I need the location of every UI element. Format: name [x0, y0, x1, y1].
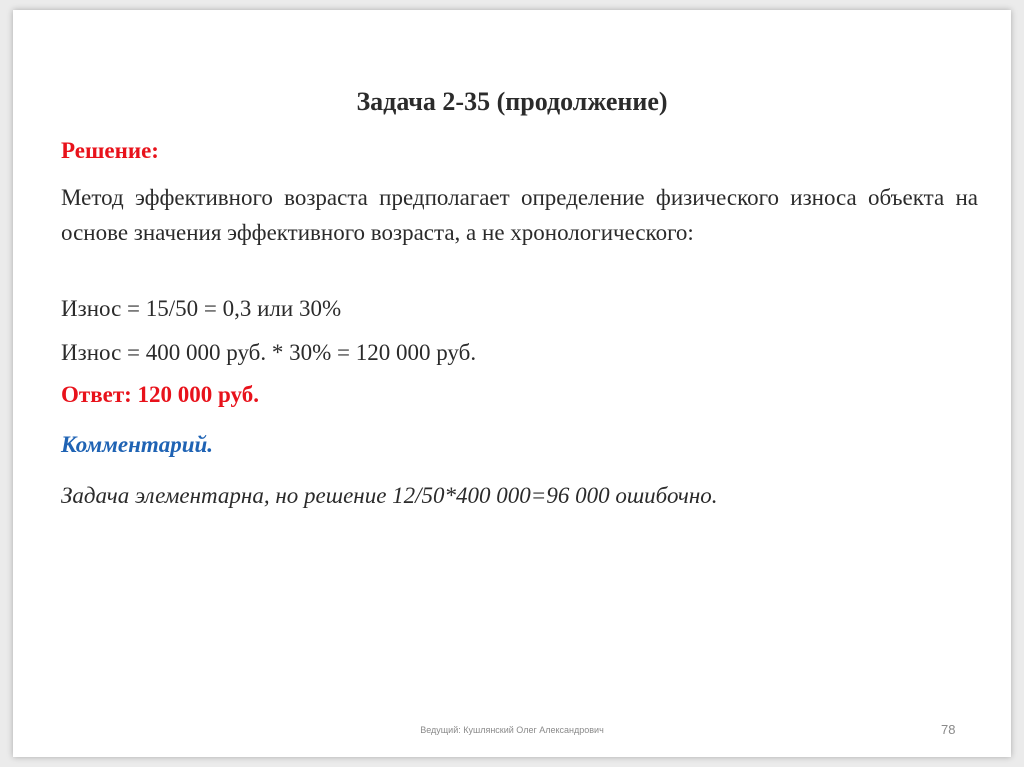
comment-label: Комментарий. — [61, 432, 214, 457]
answer: Ответ: 120 000 руб. — [61, 382, 259, 407]
page-number: 78 — [941, 722, 956, 737]
method-paragraph: Метод эффективного возраста предполагает определение физического износа объекта на основе значения эффективного возраста, а не хронологического: — [61, 185, 978, 245]
slide — [13, 10, 1011, 757]
solution-label: Решение: — [61, 138, 159, 163]
comment-text: Задача элементарна, но решение 12/50*400 000=96 000 ошибочно. — [61, 483, 718, 508]
slide-title: Задача 2-35 (продолжение) — [356, 87, 668, 116]
formula-depreciation-amount: Износ = 400 000 руб. * 30% = 120 000 руб. — [61, 340, 477, 365]
formula-depreciation-rate: Износ = 15/50 = 0,3 или 30% — [61, 296, 342, 321]
footer-presenter: Ведущий: Кушлянский Олег Александрович — [420, 725, 604, 735]
